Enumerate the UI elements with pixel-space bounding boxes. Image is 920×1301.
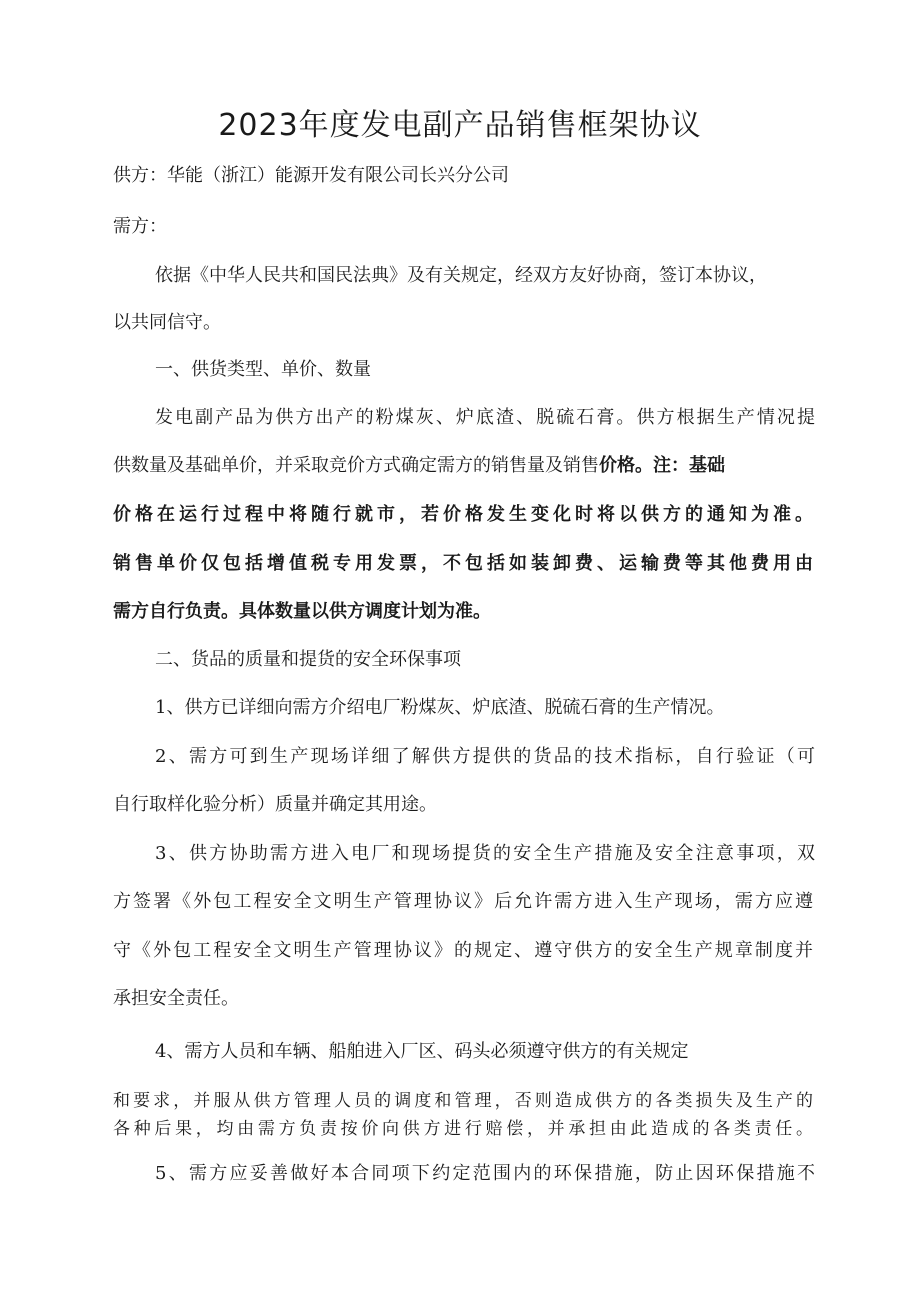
item-4-line-3: 各种后果，均由需方负责按价向供方进行赔偿，并承担由此造成的各类责任。 bbox=[113, 1119, 813, 1139]
supplier-line: 供方：华能（浙江）能源开发有限公司长兴分公司 bbox=[113, 165, 509, 186]
section-1-heading: 一、供货类型、单价、数量 bbox=[155, 359, 371, 380]
section-2-heading: 二、货品的质量和提货的安全环保事项 bbox=[155, 649, 461, 670]
item-4-line-2: 和要求，并服从供方管理人员的调度和管理，否则造成供方的各类损失及生产的 bbox=[113, 1091, 813, 1111]
intro-paragraph-line-1: 依据《中华人民共和国民法典》及有关规定，经双方友好协商，签订本协议， bbox=[155, 265, 767, 286]
section-1-paragraph-line-4: 销售单价仅包括增值税专用发票，不包括如装卸费、运输费等其他费用由 bbox=[113, 553, 813, 574]
section-1-paragraph-line-2 bbox=[113, 454, 813, 478]
item-4-line-1: 4、需方人员和车辆、船舶进入厂区、码头必须遵守供方的有关规定 bbox=[155, 1041, 689, 1062]
item-3-line-1: 3、供方协助需方进入电厂和现场提货的安全生产措施及安全注意事项，双 bbox=[155, 843, 815, 864]
buyer-line: 需方： bbox=[113, 216, 167, 237]
item-3-line-4: 承担安全责任。 bbox=[113, 988, 239, 1009]
item-3-line-3: 守《外包工程安全文明生产管理协议》的规定、遵守供方的安全生产规章制度并 bbox=[113, 940, 813, 961]
item-5-line-1: 5、需方应妥善做好本合同项下约定范围内的环保措施，防止因环保措施不 bbox=[155, 1163, 815, 1184]
item-2-line-2: 自行取样化验分析）质量并确定其用途。 bbox=[113, 794, 437, 815]
section-1-line-2-text: 供数量及基础单价，并采取竞价方式确定需方的销售量及销售 bbox=[113, 455, 599, 476]
section-1-paragraph-line-1: 发电副产品为供方出产的粉煤灰、炉底渣、脱硫石膏。供方根据生产情况提 bbox=[155, 407, 815, 428]
intro-paragraph-line-2: 以共同信守。 bbox=[113, 312, 221, 333]
item-1: 1、供方已详细向需方介绍电厂粉煤灰、炉底渣、脱硫石膏的生产情况。 bbox=[155, 697, 725, 718]
item-3-line-2: 方签署《外包工程安全文明生产管理协议》后允许需方进入生产现场，需方应遵 bbox=[113, 891, 813, 912]
document-title: 2023年度发电副产品销售框架协议 bbox=[218, 108, 702, 143]
section-1-line-2-emphasis: 价格。注：基础 bbox=[599, 455, 725, 476]
section-1-paragraph-line-3: 价格在运行过程中将随行就市，若价格发生变化时将以供方的通知为准。 bbox=[113, 504, 813, 525]
section-1-paragraph-line-5: 需方自行负责。具体数量以供方调度计划为准。 bbox=[113, 601, 491, 622]
item-2-line-1: 2、需方可到生产现场详细了解供方提供的货品的技术指标，自行验证（可 bbox=[155, 746, 815, 767]
